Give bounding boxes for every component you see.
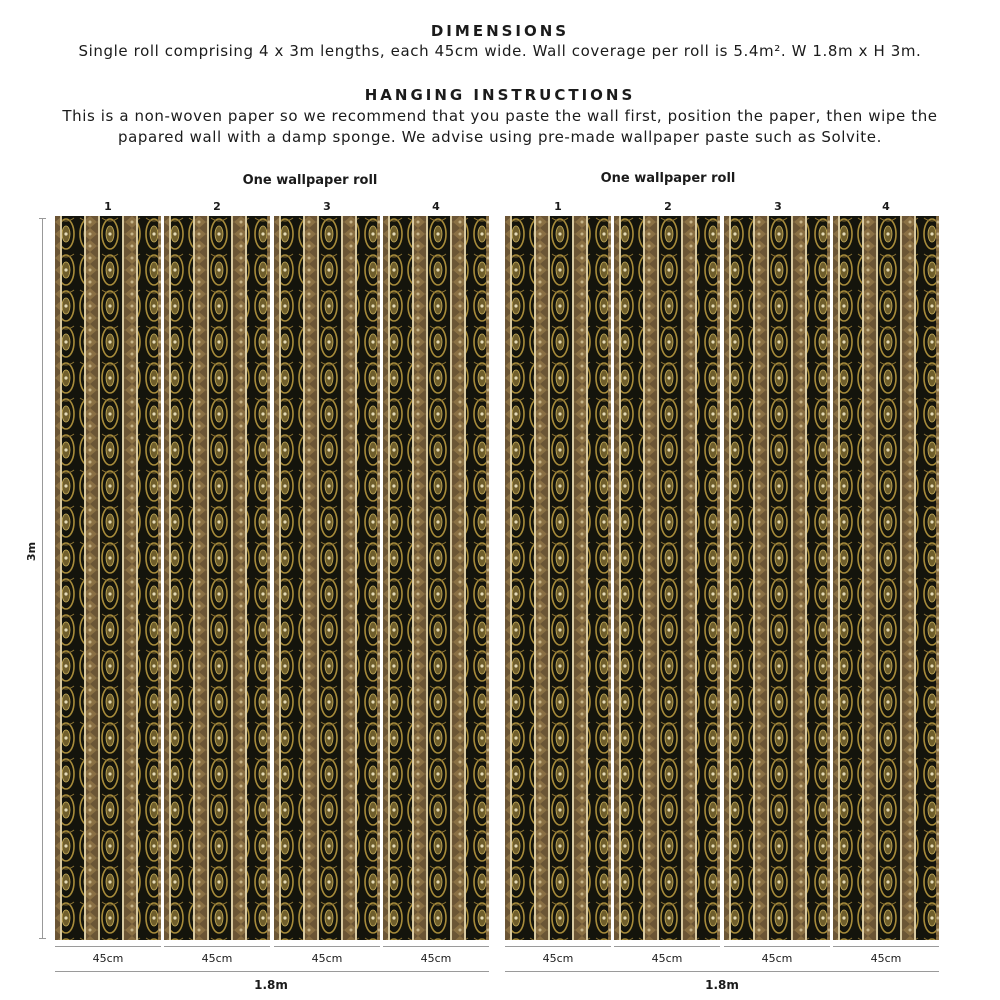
wallpaper-strip — [55, 216, 161, 940]
roll-2-total-width: 1.8m — [705, 978, 739, 992]
hanging-instructions-line-1: This is a non-woven paper so we recommend that you paste the wall first, position the paper, then wipe the — [62, 107, 938, 125]
roll-2-strip-2-width: 45cm — [651, 952, 683, 965]
roll-1-strip-3-width: 45cm — [311, 952, 343, 965]
roll-1-strip-2-width: 45cm — [201, 952, 233, 965]
hanging-instructions-heading: HANGING INSTRUCTIONS — [364, 86, 636, 104]
strip-width-line — [274, 946, 380, 947]
height-dimension-tick-top — [39, 218, 46, 219]
roll-1-strip-2-number: 2 — [213, 200, 221, 213]
roll-1-strip-1-width: 45cm — [92, 952, 124, 965]
wallpaper-strip — [164, 216, 270, 940]
height-dimension-line — [42, 218, 43, 938]
height-label: 3m — [25, 541, 39, 562]
roll-2-strip-4-width: 45cm — [870, 952, 902, 965]
strip-width-line — [164, 946, 270, 947]
height-dimension-tick-bottom — [39, 938, 46, 939]
wallpaper-strip — [505, 216, 611, 940]
wallpaper-strip — [833, 216, 939, 940]
roll-2-strip-1-number: 1 — [554, 200, 562, 213]
strip-width-line — [55, 946, 161, 947]
roll-1-strip-4-width: 45cm — [420, 952, 452, 965]
roll-2-strip-2-number: 2 — [664, 200, 672, 213]
roll-1-strip-1-number: 1 — [104, 200, 112, 213]
wallpaper-strip — [614, 216, 720, 940]
roll-1-total-width: 1.8m — [254, 978, 288, 992]
strip-width-line — [833, 946, 939, 947]
roll-1-total-width-line — [55, 971, 489, 972]
strip-width-line — [614, 946, 720, 947]
roll-1-strip-3-number: 3 — [323, 200, 331, 213]
wallpaper-strip — [383, 216, 489, 940]
roll-2-strip-3-width: 45cm — [761, 952, 793, 965]
roll-1-title: One wallpaper roll — [242, 173, 378, 188]
strip-width-line — [383, 946, 489, 947]
strip-width-line — [505, 946, 611, 947]
wallpaper-strip — [274, 216, 380, 940]
roll-2-total-width-line — [505, 971, 939, 972]
hanging-instructions-line-2: papared wall with a damp sponge. We advise using pre-made wallpaper paste such as Solvite. — [118, 128, 882, 146]
roll-1-strip-4-number: 4 — [432, 200, 440, 213]
roll-2-strip-3-number: 3 — [774, 200, 782, 213]
dimensions-heading: DIMENSIONS — [430, 22, 570, 40]
dimensions-text: Single roll comprising 4 x 3m lengths, each 45cm wide. Wall coverage per roll is 5.4m². W 1.8m x H 3m. — [78, 42, 922, 60]
wallpaper-strip — [724, 216, 830, 940]
strip-width-line — [724, 946, 830, 947]
roll-2-title: One wallpaper roll — [600, 171, 736, 186]
roll-2-strip-1-width: 45cm — [542, 952, 574, 965]
roll-2-strip-4-number: 4 — [882, 200, 890, 213]
